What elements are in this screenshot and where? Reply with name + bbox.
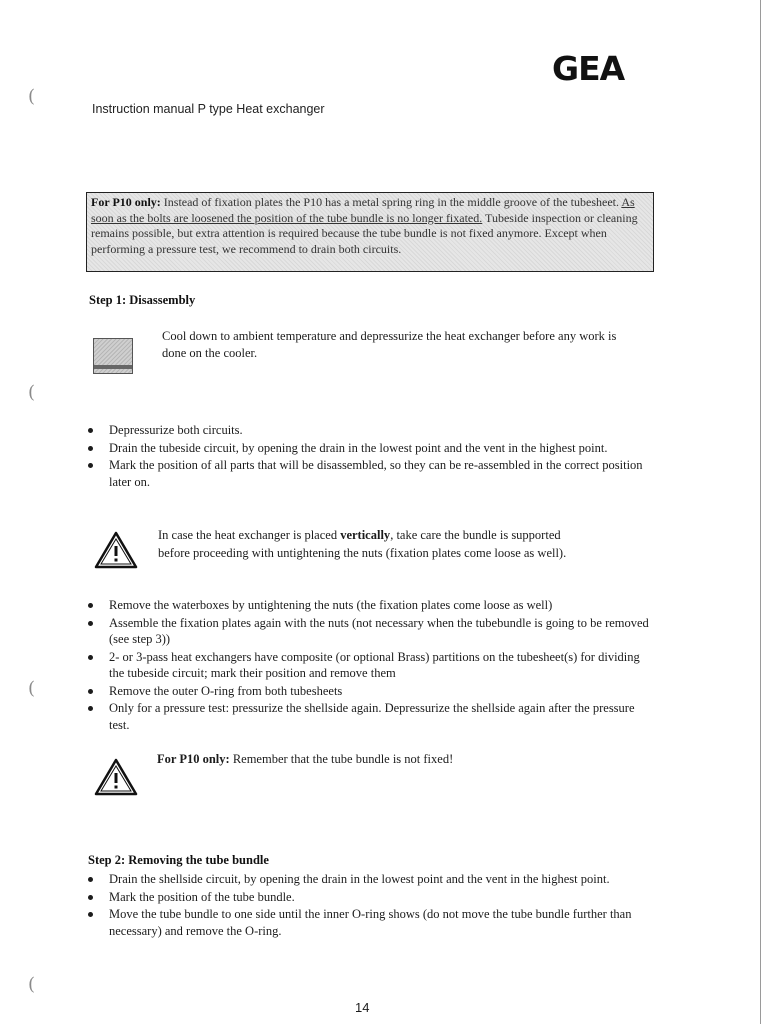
warning2-text: Remember that the tube bundle is not fixed! — [229, 752, 454, 766]
p10-note-box — [86, 192, 654, 272]
p10-warning-text — [157, 751, 597, 769]
list-item: Remove the waterboxes by untightening the nuts (the fixation plates come loose as well) — [86, 597, 656, 614]
list-item: Depressurize both circuits. — [86, 422, 656, 439]
step1-bullet-list-a — [86, 422, 656, 491]
vertical-warning-text — [158, 527, 578, 562]
page-number: 14 — [355, 1000, 370, 1015]
warning2-bold: For P10 only: — [157, 752, 230, 766]
step1-title: Step 1: Disassembly — [89, 293, 196, 307]
warning1-bold: vertically — [340, 528, 391, 542]
list-item: Remove the outer O-ring from both tubesheets — [86, 683, 656, 700]
binder-hole-mark: ( — [28, 86, 36, 107]
list-item: Mark the position of the tube bundle. — [86, 889, 656, 906]
step2-bullet-list — [86, 871, 656, 940]
note-text-a: Instead of fixation plates the P10 has a metal spring ring in the middle groove of the tubesheet. — [160, 195, 622, 209]
page-edge-line — [760, 0, 761, 1024]
warning-triangle-icon — [94, 757, 138, 797]
step2-title: Step 2: Removing the tube bundle — [88, 853, 269, 867]
manual-title: Instruction manual P type Heat exchanger — [92, 102, 325, 116]
note-text-b: Tubeside inspection or cleaning remains possible, but extra attention is required because the tube bundle is not fixed anymore. Except when performing a pressure test, we recommend to drain both circuits. — [91, 210, 638, 256]
list-item: Drain the shellside circuit, by opening the drain in the lowest point and the vent in the highest point. — [86, 871, 656, 888]
list-item: Mark the position of all parts that will be disassembled, so they can be re-assembled in the correct position later on. — [86, 457, 656, 490]
list-item: Drain the tubeside circuit, by opening the drain in the lowest point and the vent in the highest point. — [86, 440, 656, 457]
list-item: 2- or 3-pass heat exchangers have composite (or optional Brass) partitions on the tubesheet(s) for dividing the tubeside circuit; mark their position and remove them — [86, 649, 656, 682]
binder-hole-mark: ( — [28, 678, 36, 699]
list-item: Only for a pressure test: pressurize the shellside again. Depressurize the shellside again after the pressure test. — [86, 700, 656, 733]
step1-bullet-list-b — [86, 597, 656, 734]
warning-triangle-icon — [94, 530, 138, 570]
caution-sign-icon — [93, 338, 133, 374]
note-lead: For P10 only: — [91, 195, 161, 209]
gea-logo: GEA — [552, 49, 625, 88]
step1-caution-text: Cool down to ambient temperature and depressurize the heat exchanger before any work is done on the cooler. — [162, 329, 617, 360]
list-item: Assemble the fixation plates again with the nuts (not necessary when the tubebundle is going to be removed (see step 3)) — [86, 615, 656, 648]
warning1-text-b: , take care the bundle is supported before proceeding with untightening the nuts (fixation plates come loose as well). — [158, 528, 567, 560]
list-item: Move the tube bundle to one side until the inner O-ring shows (do not move the tube bundle further than necessary) and remove the O-ring. — [86, 906, 656, 939]
warning1-text-a: In case the heat exchanger is placed — [158, 528, 341, 542]
binder-hole-mark: ( — [28, 974, 36, 995]
binder-hole-mark: ( — [28, 382, 36, 403]
note-underlined: As soon as the bolts are loosened the position of the tube bundle is no longer fixated. — [91, 195, 635, 225]
